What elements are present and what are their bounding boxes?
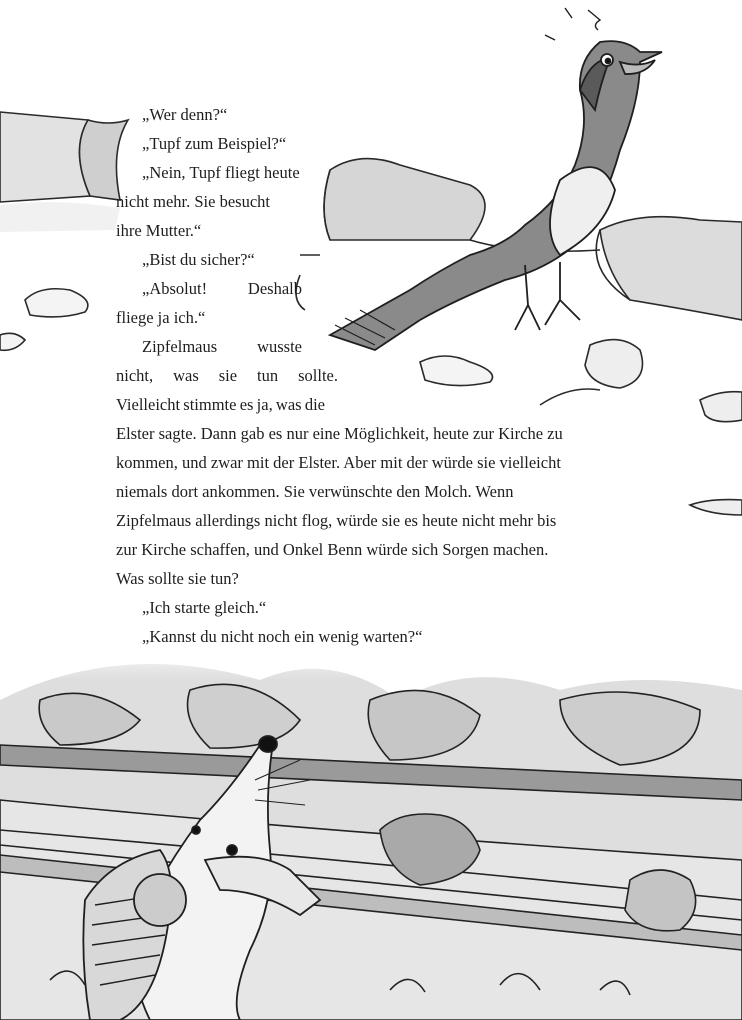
story-line: nicht mehr. Sie besucht [116,192,270,211]
story-word: was [275,395,302,414]
story-line: Elster sagte. Dann gab es nur eine Möglichkeit, heute zur Kirche zu [116,424,563,443]
story-word: sie [218,366,238,385]
story-line: zur Kirche schaffen, und Onkel Benn würde sich Sorgen machen. [116,540,549,559]
story-line: kommen, und zwar mit der Elster. Aber mit der würde sie vielleicht [116,453,561,472]
story-word: nicht, [116,366,154,385]
story-line: „Bist du sicher?“ [142,250,255,269]
story-word: was [173,366,199,385]
story-line: fliege ja ich.“ [116,308,206,327]
story-word: ja, [256,395,273,414]
story-line: „Wer denn?“ [142,105,228,124]
story-word: die [304,395,325,414]
story-line: „Tupf zum Beispiel?“ [142,134,287,153]
story-word: Deshalb [247,279,302,298]
story-line: „Nein, Tupf fliegt heute [142,163,300,182]
story-word: stimmte [183,395,237,414]
story-word: Zipfelmaus [142,337,218,356]
story-line: „Ich starte gleich.“ [142,598,267,617]
story-line [116,332,302,361]
story-word: es [239,395,254,414]
story-line [116,274,302,303]
story-word: sollte. [298,366,338,385]
story-line [116,361,338,390]
story-line [116,390,325,419]
story-line: „Kannst du nicht noch ein wenig warten?“ [142,627,423,646]
story-line: niemals dort ankommen. Sie verwünschte den Molch. Wenn [116,482,514,501]
story-line: Was sollte sie tun? [116,569,239,588]
story-word: „Absolut! [142,279,208,298]
story-line: ihre Mutter.“ [116,221,202,240]
story-word: tun [257,366,279,385]
story-line: Zipfelmaus allerdings nicht flog, würde sie es heute nicht mehr bis [116,511,557,530]
story-text [116,100,664,651]
story-word: Vielleicht [116,395,181,414]
story-word: wusste [257,337,302,356]
